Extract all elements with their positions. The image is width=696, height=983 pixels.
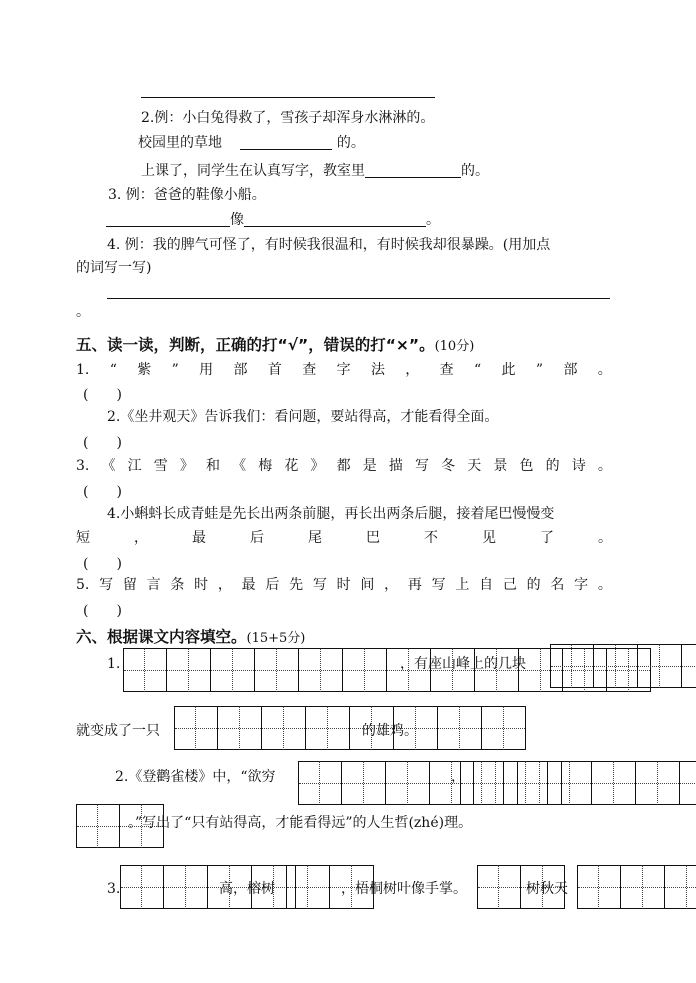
grid-cell[interactable] (687, 865, 696, 909)
grid-cell[interactable] (636, 761, 658, 805)
answer-parentheses[interactable]: ( ) (83, 484, 122, 500)
grid-cell[interactable] (614, 761, 636, 805)
statement-glyph: 。 (598, 530, 612, 546)
grid-cell[interactable] (658, 761, 680, 805)
q5-statement-4-line2 (76, 529, 612, 547)
answer-blank[interactable] (365, 163, 461, 178)
grid-cell[interactable] (298, 761, 320, 805)
grid-cell[interactable] (660, 644, 682, 688)
q4-item2-line1 (138, 134, 365, 152)
statement-glyph: 查 (302, 362, 317, 378)
q4-item2-line2-prefix: 上课了，同学生在认真写字，教室里 (141, 163, 365, 179)
statement-glyph: 梅 (258, 458, 273, 474)
grid-cell[interactable] (286, 865, 308, 909)
statement-glyph: 3. (76, 458, 90, 474)
statement-glyph: 最 (192, 530, 206, 546)
answer-blank[interactable] (106, 212, 230, 227)
statement-glyph: 首 (267, 362, 282, 378)
grid-cell[interactable] (98, 804, 120, 848)
grid-cell[interactable] (167, 648, 189, 692)
writing-grid[interactable] (550, 644, 696, 688)
statement-glyph: 色 (519, 458, 534, 474)
statement-glyph: 都 (336, 458, 351, 474)
grid-cell[interactable] (592, 761, 614, 805)
statement-glyph: 写 (99, 577, 114, 593)
statement-glyph: 1. (76, 362, 90, 378)
statement-glyph: 紫 (137, 362, 152, 378)
grid-cell[interactable] (76, 804, 98, 848)
statement-glyph: 冬 (441, 458, 456, 474)
q6-item1-text-b: 就变成了一只 (76, 723, 160, 739)
answer-blank[interactable] (240, 135, 332, 150)
statement-glyph: 是 (362, 458, 377, 474)
statement-glyph: 了 (540, 530, 554, 546)
grid-cell[interactable] (477, 865, 499, 909)
grid-cell[interactable] (189, 648, 211, 692)
statement-glyph: 己 (502, 577, 517, 593)
q4-item2-line2-suffix: 的。 (461, 163, 489, 179)
grid-cell[interactable] (233, 648, 255, 692)
grid-cell[interactable] (364, 761, 386, 805)
statement-glyph: 。 (597, 362, 612, 378)
grid-cell[interactable] (638, 644, 660, 688)
grid-cell[interactable] (284, 706, 306, 750)
grid-cell[interactable] (328, 706, 350, 750)
statement-glyph: ， (217, 577, 232, 593)
grid-cell[interactable] (438, 706, 460, 750)
writing-grid[interactable] (577, 865, 696, 909)
q6-item3-text-b: ，梧桐树叶像手掌。 (341, 881, 467, 897)
statement-glyph: 时 (336, 577, 351, 593)
grid-cell[interactable] (123, 648, 145, 692)
q5-statement-2: 2.《坐井观天》告诉我们：看问题，要站得高，才能看得全面。 (107, 409, 499, 425)
grid-cell[interactable] (186, 865, 208, 909)
grid-cell[interactable] (299, 648, 321, 692)
q6-item3-text-c: 树秋天 (526, 881, 568, 897)
statement-glyph: 《 (101, 458, 116, 474)
statement-glyph: 法 (370, 362, 385, 378)
section-6-points: (15+5分) (246, 631, 306, 646)
q6-item2-text-a: 2.《登鹳雀楼》中，“欲穷 (115, 769, 276, 785)
answer-parentheses[interactable]: ( ) (83, 556, 122, 572)
q6-item2-comma: ， (451, 769, 465, 785)
grid-cell[interactable] (504, 706, 526, 750)
grid-cell[interactable] (120, 865, 142, 909)
statement-glyph: 再 (407, 577, 422, 593)
q4-item4-cont: 的词写一写) (76, 260, 152, 276)
grid-cell[interactable] (320, 761, 342, 805)
statement-glyph: 后 (265, 577, 280, 593)
q4-item4-end: 。 (76, 304, 90, 320)
statement-glyph: 》 (310, 458, 325, 474)
statement-glyph: 条 (170, 577, 185, 593)
grid-cell[interactable] (570, 761, 592, 805)
q4-item3-mid: 像 (230, 212, 244, 228)
statement-glyph: “ (474, 362, 482, 378)
grid-cell[interactable] (599, 865, 621, 909)
statement-glyph: 间 (360, 577, 375, 593)
statement-glyph: 。 (597, 577, 612, 593)
section-5-title: 五、读一读，判断，正确的打“√”，错误的打“×”。 (76, 336, 435, 354)
statement-glyph: 巴 (366, 530, 380, 546)
q4-item4-example: 4. 例：我的脾气可怪了，有时候我很温和，有时候我却很暴躁。(用加点 (107, 237, 551, 253)
grid-cell[interactable] (616, 644, 638, 688)
grid-cell[interactable] (499, 865, 521, 909)
grid-cell[interactable] (342, 761, 364, 805)
statement-glyph: 《 (232, 458, 247, 474)
q4-item2-example: 2.例：小白兔得救了，雪孩子却浑身水淋淋的。 (141, 110, 435, 126)
q6-item3-text-a: 高，榕树 (219, 881, 275, 897)
q6-item1-text-c: 的雄鸡。 (362, 723, 418, 739)
grid-cell[interactable] (504, 761, 526, 805)
grid-cell[interactable] (594, 644, 616, 688)
q6-item1-num: 1. (107, 656, 121, 672)
grid-cell[interactable] (174, 706, 196, 750)
grid-cell[interactable] (430, 761, 452, 805)
statement-glyph: 言 (146, 577, 161, 593)
q4-item2-line1-prefix: 校园里的草地 (138, 135, 222, 151)
grid-cell[interactable] (680, 761, 696, 805)
answer-line-top (141, 97, 435, 98)
answer-parentheses[interactable]: ( ) (83, 387, 122, 403)
q5-statement-5 (76, 576, 612, 594)
statement-glyph: 和 (205, 458, 220, 474)
writing-grid[interactable] (460, 761, 696, 805)
grid-cell[interactable] (386, 761, 408, 805)
statement-glyph: 字 (574, 577, 589, 593)
grid-cell[interactable] (408, 761, 430, 805)
statement-glyph: 写 (414, 458, 429, 474)
grid-cell[interactable] (196, 706, 218, 750)
statement-glyph: 写 (431, 577, 446, 593)
grid-cell[interactable] (460, 706, 482, 750)
section-5-heading (76, 335, 474, 357)
q4-item3-end: 。 (426, 212, 440, 228)
grid-cell[interactable] (665, 865, 687, 909)
grid-cell[interactable] (365, 648, 387, 692)
grid-cell[interactable] (621, 865, 643, 909)
section-6-title: 六、根据课文内容填空。 (76, 628, 247, 646)
q4-item3-example: 3. 例：爸爸的鞋像小船。 (108, 187, 266, 203)
answer-line[interactable] (107, 298, 610, 299)
statement-glyph: 最 (241, 577, 256, 593)
statement-glyph: 描 (388, 458, 403, 474)
grid-cell[interactable] (211, 648, 233, 692)
grid-cell[interactable] (142, 865, 164, 909)
statement-glyph: 5. (76, 577, 90, 593)
statement-glyph: 留 (122, 577, 137, 593)
q5-statement-4-line1: 4.小蝌蚪长成青蛙是先长出两条前腿，再长出两条后腿，接着尾巴慢慢变 (107, 506, 555, 522)
answer-parentheses[interactable]: ( ) (83, 603, 122, 619)
statement-glyph: 先 (289, 577, 304, 593)
grid-cell[interactable] (164, 865, 186, 909)
statement-glyph: 部 (233, 362, 248, 378)
grid-cell[interactable] (343, 648, 365, 692)
grid-cell[interactable] (240, 706, 262, 750)
writing-grid[interactable] (174, 706, 526, 750)
grid-cell[interactable] (262, 706, 284, 750)
statement-glyph: 雪 (153, 458, 168, 474)
q5-statement-3 (76, 457, 612, 475)
statement-glyph: 》 (179, 458, 194, 474)
grid-cell[interactable] (145, 648, 167, 692)
grid-cell[interactable] (572, 644, 594, 688)
statement-glyph: ， (134, 530, 148, 546)
statement-glyph: 用 (199, 362, 214, 378)
statement-glyph: 上 (455, 577, 470, 593)
grid-cell[interactable] (277, 648, 299, 692)
statement-glyph: 此 (501, 362, 516, 378)
statement-glyph: 写 (312, 577, 327, 593)
statement-glyph: “ (109, 362, 117, 378)
grid-cell[interactable] (550, 644, 572, 688)
statement-glyph: 。 (597, 458, 612, 474)
statement-glyph: 的 (545, 458, 560, 474)
grid-cell[interactable] (306, 706, 328, 750)
grid-cell[interactable] (482, 761, 504, 805)
statement-glyph: 不 (424, 530, 438, 546)
statement-glyph: 诗 (571, 458, 586, 474)
grid-cell[interactable] (255, 648, 277, 692)
statement-glyph: 见 (482, 530, 496, 546)
statement-glyph: ” (171, 362, 179, 378)
grid-cell[interactable] (643, 865, 665, 909)
statement-glyph: 部 (563, 362, 578, 378)
statement-glyph: 查 (439, 362, 454, 378)
statement-glyph: 景 (493, 458, 508, 474)
q4-item3-fill (106, 211, 440, 229)
grid-cell[interactable] (416, 706, 438, 750)
q6-item2-text-b: 。”写出了“只有站得高，才能看得远”的人生哲(zhé)理。 (128, 815, 473, 831)
statement-glyph: ， (384, 577, 399, 593)
statement-glyph: 花 (284, 458, 299, 474)
q4-item2-line2 (141, 162, 489, 180)
q5-statement-1 (76, 361, 612, 379)
statement-glyph: 自 (479, 577, 494, 593)
grid-cell[interactable] (308, 865, 330, 909)
statement-glyph: 短 (76, 530, 90, 546)
statement-glyph: ， (405, 362, 420, 378)
statement-glyph: 时 (194, 577, 209, 593)
statement-glyph: 的 (526, 577, 541, 593)
grid-cell[interactable] (321, 648, 343, 692)
grid-cell[interactable] (526, 761, 548, 805)
grid-cell[interactable] (482, 706, 504, 750)
grid-cell[interactable] (577, 865, 599, 909)
statement-glyph: 尾 (308, 530, 322, 546)
grid-cell[interactable] (548, 761, 570, 805)
grid-cell[interactable] (460, 761, 482, 805)
answer-blank[interactable] (244, 212, 426, 227)
statement-glyph: 名 (550, 577, 565, 593)
q6-item3-num: 3. (107, 881, 121, 897)
answer-parentheses[interactable]: ( ) (83, 435, 122, 451)
statement-glyph: 天 (467, 458, 482, 474)
q4-item2-line1-suffix: 的。 (336, 135, 365, 151)
statement-glyph: 字 (336, 362, 351, 378)
statement-glyph: ” (535, 362, 544, 378)
section-6-heading (76, 627, 305, 649)
statement-glyph: 后 (250, 530, 264, 546)
statement-glyph: 江 (127, 458, 142, 474)
grid-cell[interactable] (682, 644, 696, 688)
q6-item1-text-a: ，有座山峰上的几块 (400, 656, 526, 672)
section-5-points: (10分) (434, 339, 475, 354)
grid-cell[interactable] (218, 706, 240, 750)
